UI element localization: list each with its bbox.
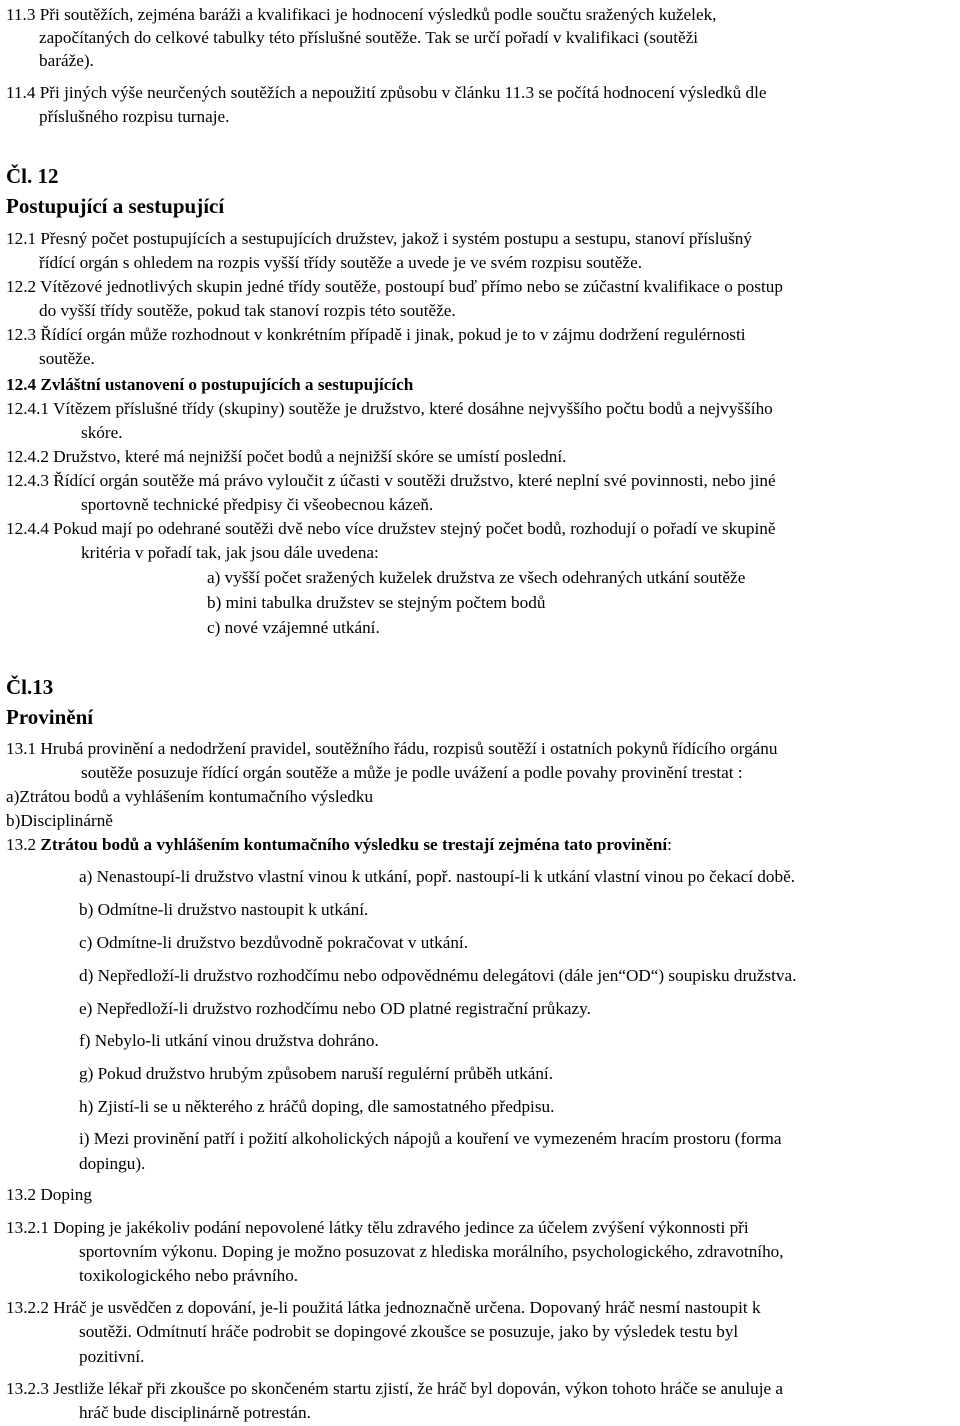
para-13-2-colon: : [667,835,672,854]
doping-13-2-1-line-1: 13.2.1 Doping je jakékoliv podání nepovolené látky tělu zdravého jedince za účelem zvýšení výkonnosti při [6,1218,749,1237]
offense-d: d) Nepředloží-li družstvo rozhodčímu nebo odpovědnému delegátovi (dále jen“OD“) soupisku družstva. [79,966,797,985]
para-12-1-line-1: 12.1 Přesný počet postupujících a sestupujících družstev, jakož i systém postupu a sestupu, stanoví příslušný [6,229,752,248]
para-13-2-heading-line [6,834,672,856]
para-12-2-text-a: 12.2 Vítězové jednotlivých skupin jedné třídy soutěže [6,277,377,296]
para-12-4-1-line-2: skóre. [81,423,123,442]
para-12-4-4-line-1: 12.4.4 Pokud mají po odehrané soutěži dvě nebo více družstev stejný počet bodů, rozhodují o pořadí ve skupině [6,519,776,538]
criterion-c: c) nové vzájemné utkání. [207,618,380,637]
doping-heading: 13.2 Doping [6,1185,92,1204]
para-13-2-number: 13.2 [6,835,41,854]
criterion-b: b) mini tabulka družstev se stejným počtem bodů [207,593,546,612]
para-11-3-line-2: započítaných do celkové tabulky této příslušné soutěže. Tak se určí pořadí v kvalifikaci (soutěži [39,28,699,47]
offense-g: g) Pokud družstvo hrubým způsobem naruší regulérní průběh utkání. [79,1064,553,1083]
offense-a: a) Nenastoupí-li družstvo vlastní vinou k utkání, popř. nastoupí-li k utkání vlastní vinou po čekací době. [79,867,796,886]
para-11-4-line-1: 11.4 Při jiných výše neurčených soutěžích a nepoužití způsobu v článku 11.3 se počítá hodnocení výsledků dle [6,83,767,102]
offense-c: c) Odmítne-li družstvo bezdůvodně pokračovat v utkání. [79,933,468,952]
para-12-1-line-2: řídící orgán s ohledem na rozpis vyšší třídy soutěže a uvede je ve svém rozpisu soutěže. [39,253,642,272]
article-12-title: Postupující a sestupující [6,194,225,218]
para-13-1-option-a: a)Ztrátou bodů a vyhlášením kontumačního výsledku [6,787,374,806]
para-12-2-line-1 [6,276,783,298]
doping-13-2-2-line-3: pozitivní. [79,1347,145,1366]
para-13-1-line-2: soutěže posuzuje řídící orgán soutěže a může je podle uvážení a podle povahy provinění trestat : [81,763,743,782]
para-13-1-line-1: 13.1 Hrubá provinění a nedodržení pravidel, soutěžního řádu, rozpisů soutěží i ostatních pokynů řídícího orgánu [6,739,778,758]
para-12-3-line-2: soutěže. [39,349,95,368]
doping-13-2-1-line-3: toxikologického nebo právního. [79,1266,299,1285]
offense-f: f) Nebylo-li utkání vinou družstva dohráno. [79,1031,379,1050]
offense-e: e) Nepředloží-li družstvo rozhodčímu nebo OD platné registrační průkazy. [79,999,591,1018]
para-12-2-text-b: postoupí buď přímo nebo se zúčastní kvalifikace o postup [380,277,783,296]
article-13-title: Provinění [6,705,94,729]
para-12-2-line-2: do vyšší třídy soutěže, pokud tak stanoví rozpis této soutěže. [39,301,456,320]
para-12-4-2: 12.4.2 Družstvo, které má nejnižší počet bodů a nejnižší skóre se umístí poslední. [6,447,567,466]
offense-i-line-2: dopingu). [79,1154,146,1173]
para-12-4-4-line-2: kritéria v pořadí tak, jak jsou dále uvedena: [81,543,379,562]
doping-13-2-2-line-2: soutěži. Odmítnutí hráče podrobit se dopingové zkoušce se posuzuje, jako by výsledek testu byl [79,1322,739,1341]
offense-h: h) Zjistí-li se u některého z hráčů doping, dle samostatného předpisu. [79,1097,555,1116]
para-12-3-line-1: 12.3 Řídící orgán může rozhodnout v konkrétním případě i jinak, pokud je to v zájmu dodržení regulérnosti [6,325,746,344]
red-comma: , [376,277,381,296]
offense-i-line-1: i) Mezi provinění patří i požití alkoholických nápojů a kouření ve vymezeném hracím prostoru (forma [79,1129,782,1148]
doping-13-2-1-line-2: sportovním výkonu. Doping je možno posuzovat z hlediska morálního, psychologického, zdravotního, [79,1242,784,1261]
criterion-a: a) vyšší počet sražených kuželek družstva ze všech odehraných utkání soutěže [207,568,746,587]
para-11-4-line-2: příslušného rozpisu turnaje. [39,107,230,126]
para-12-4-1-line-1: 12.4.1 Vítězem příslušné třídy (skupiny) soutěže je družstvo, které dosáhne nejvyššího počtu bodů a nejvyššího [6,399,773,418]
doping-13-2-3-line-1: 13.2.3 Jestliže lékař při zkoušce po skončeném startu zjistí, že hráč byl dopován, výkon tohoto hráče se anuluje a [6,1379,784,1398]
para-11-3-line-1: 11.3 Při soutěžích, zejména baráži a kvalifikaci je hodnocení výsledků podle součtu sražených kuželek, [6,5,717,24]
offense-b: b) Odmítne-li družstvo nastoupit k utkání. [79,900,369,919]
article-13-number: Čl.13 [6,675,54,699]
para-13-1-option-b: b)Disciplinárně [6,811,113,830]
article-12-number: Čl. 12 [6,164,59,188]
para-12-4-3-line-1: 12.4.3 Řídící orgán soutěže má právo vyloučit z účasti v soutěži družstvo, které neplní své povinnosti, nebo jiné [6,471,776,490]
doping-13-2-2-line-1: 13.2.2 Hráč je usvědčen z dopování, je-li použitá látka jednoznačně určena. Dopovaný hráč nesmí nastoupit k [6,1298,761,1317]
para-12-4-3-line-2: sportovně technické předpisy či všeobecnou kázeň. [81,495,434,514]
doping-13-2-3-line-2: hráč bude disciplinárně potrestán. [79,1403,311,1422]
para-13-2-heading: Ztrátou bodů a vyhlášením kontumačního výsledku se trestají zejména tato provinění [40,835,668,854]
para-12-4-heading: 12.4 Zvláštní ustanovení o postupujících a sestupujících [6,375,414,394]
para-11-3-line-3: baráže). [39,51,94,70]
